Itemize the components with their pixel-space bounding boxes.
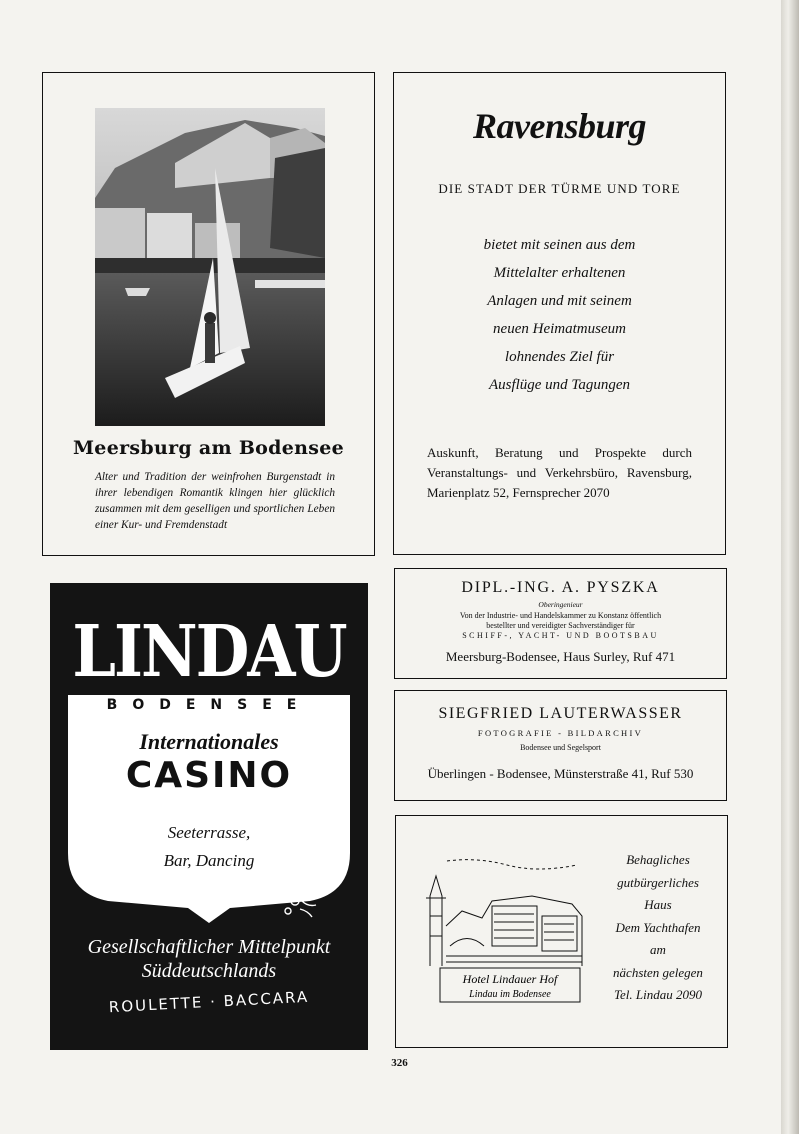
- hotel-phone: Tel. Lindau 2090: [613, 987, 702, 1002]
- hotel-sketch: [422, 856, 588, 1006]
- page-number: 326: [391, 1057, 408, 1069]
- pyszka-title: Oberingenieur: [538, 600, 583, 609]
- body-line: Mittelalter erhaltenen: [493, 265, 626, 281]
- pyszka-line: bestellter und vereidigter Sachverständiger für: [486, 621, 635, 630]
- meersburg-ad: [42, 72, 375, 556]
- lindau-seeterrasse: Seeterrasse,: [167, 823, 251, 842]
- pyszka-ad: [394, 568, 727, 679]
- body-line: neuen Heimatmuseum: [493, 321, 626, 337]
- lindau-internationales: Internationales: [139, 729, 279, 754]
- pyszka-name: DIPL.-ING. A. PYSZKA: [461, 579, 660, 596]
- pyszka-address: Meersburg-Bodensee, Haus Surley, Ruf 471: [445, 649, 676, 664]
- hotel-sign-place: Lindau im Bodensee: [469, 989, 551, 1000]
- hotel-sign-name: Hotel Lindauer Hof: [462, 972, 558, 986]
- meersburg-harbor-photo: [95, 108, 325, 426]
- lindau-slogan: [50, 935, 368, 983]
- body-line: bietet mit seinen aus dem: [483, 237, 636, 253]
- lindau-casino-ad: [50, 583, 368, 1050]
- hotel-line: Dem Yachthafen: [615, 919, 701, 935]
- meersburg-description: Alter und Tradition der weinfrohen Burgenstadt in ihrer lebendigen Romantik klingen hier glücklich zusammen mit dem geselligen und sportlichen Leben einer Kur- und Fremdenstadt: [95, 471, 335, 531]
- page-edge: [781, 0, 799, 1134]
- lindau-bodensee: BODENSEE: [106, 697, 312, 713]
- hotel-lindauer-hof-ad: [395, 815, 728, 1048]
- lauterwasser-ad: [394, 690, 727, 801]
- lauterwasser-name: SIEGFRIED LAUTERWASSER: [438, 705, 683, 722]
- slogan-line: Süddeutschlands: [141, 960, 277, 982]
- hotel-line: nächsten gelegen: [613, 964, 703, 980]
- hotel-sign: [440, 968, 580, 1002]
- pyszka-specialty: SCHIFF-, YACHT- UND BOOTSBAU: [462, 631, 659, 640]
- hotel-line: Behagliches: [626, 852, 690, 867]
- lauterwasser-address: Überlingen - Bodensee, Münsterstraße 41, Ruf 530: [427, 766, 694, 781]
- body-line: lohnendes Ziel für: [504, 349, 615, 365]
- meersburg-title: Meersburg am Bodensee: [72, 437, 345, 459]
- lindau-casino: CASINO: [125, 755, 293, 796]
- hotel-line: Haus: [644, 897, 672, 912]
- body-line: Anlagen und mit seinem: [487, 293, 632, 309]
- ravensburg-subtitle: DIE STADT DER TÜRME UND TORE: [438, 181, 681, 196]
- ravensburg-contact: Auskunft, Beratung und Prospekte durch Veranstaltungs- und Verkehrsbüro, Ravensburg, Marienplatz 52, Fernsprecher 2070: [427, 445, 692, 500]
- hotel-text: [596, 849, 720, 1007]
- slogan-line: Gesellschaftlicher Mittelpunkt: [87, 936, 331, 958]
- lindau-games: ROULETTE · BACCARA: [108, 987, 310, 1017]
- lindau-bar-dancing: Bar, Dancing: [163, 851, 255, 870]
- hotel-line: gutbürgerliches: [617, 874, 699, 890]
- ravensburg-ad: [393, 72, 726, 555]
- lauterwasser-sub: FOTOGRAFIE - BILDARCHIV: [477, 728, 644, 738]
- hotel-line: am: [650, 942, 666, 957]
- pyszka-line: Von der Industrie- und Handelskammer zu Konstanz öffentlich: [459, 611, 662, 620]
- lauterwasser-sub2: Bodensee und Segelsport: [520, 743, 601, 752]
- lindau-title: LINDAU: [72, 609, 346, 694]
- body-line: Ausflüge und Tagungen: [488, 377, 631, 393]
- ravensburg-logo: Ravensburg: [472, 106, 647, 146]
- ravensburg-body: [394, 231, 725, 399]
